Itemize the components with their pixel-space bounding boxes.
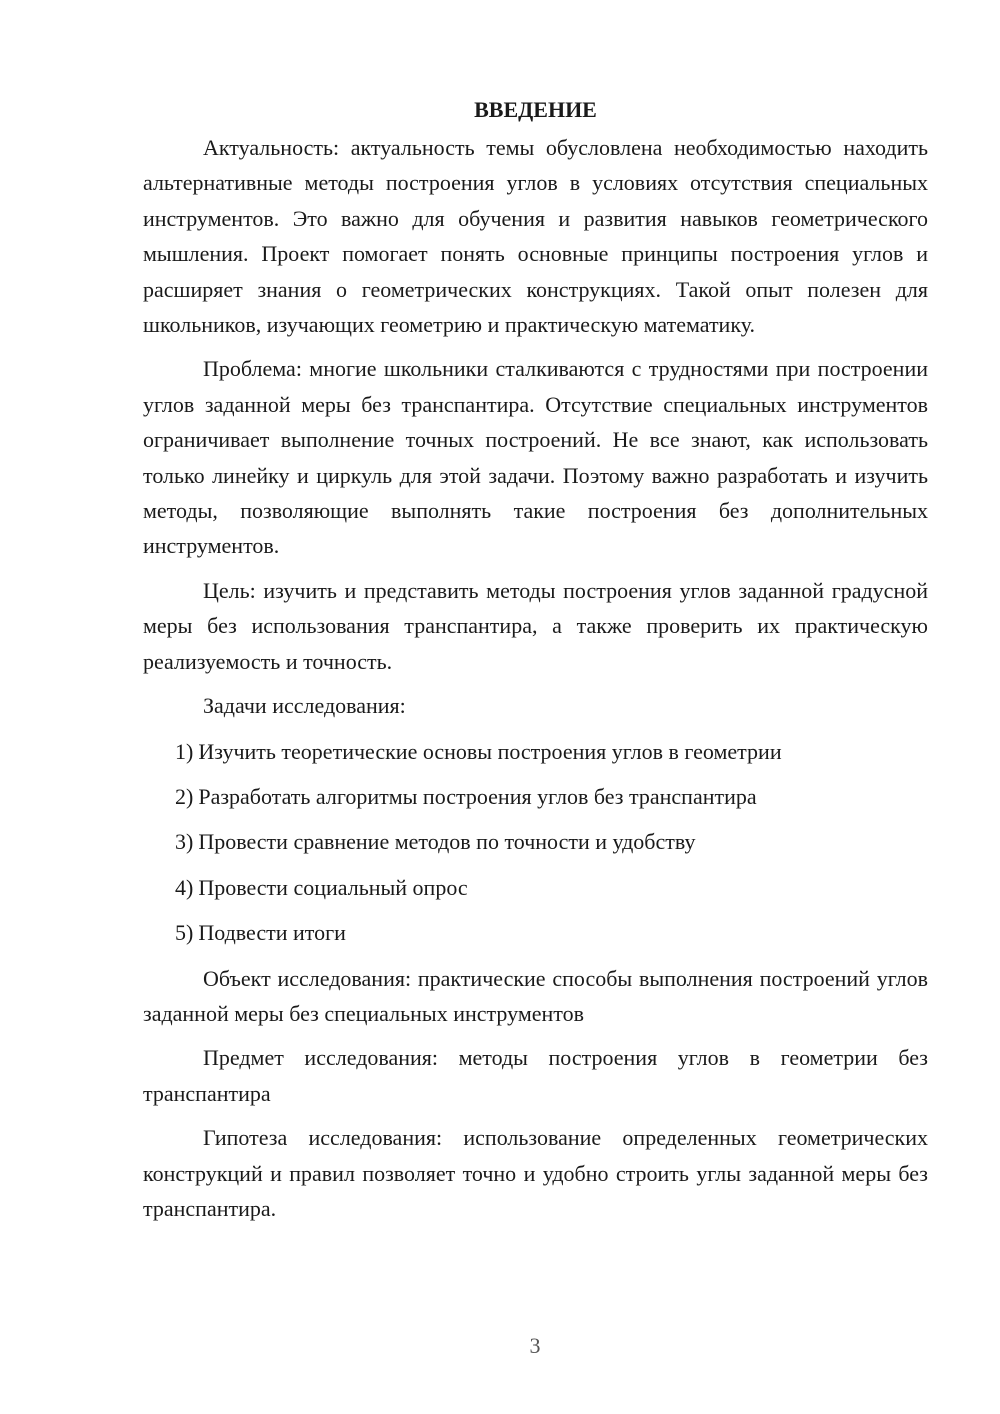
paragraph-object: Объект исследования: практические способы выполнения построений углов заданной меры без специальных инструментов [143,965,928,1026]
page-content [143,92,928,1235]
page-title: ВВЕДЕНИЕ [474,97,597,122]
list-item-text: Подвести итоги [198,920,346,946]
task-list [143,734,928,951]
list-item [143,734,928,769]
list-item [143,779,928,814]
list-item-number: 5) [175,920,194,946]
list-item-number: 2) [175,783,194,809]
paragraph-problem: Проблема: многие школьники сталкиваются с трудностями при построении углов заданной меры без транспантира. Отсутствие специальных инструментов ограничивает выполнение точных построений. Не все знают, как использовать только линейку и циркуль для этой задачи. Поэтому важно разработать и изучить методы, позволяющие выполнять такие построения без дополнительных инструментов. [143,356,928,559]
paragraph-hypothesis: Гипотеза исследования: использование определенных геометрических конструкций и правил позволяет точно и удобно строить углы заданной меры без транспантира. [143,1125,928,1221]
list-item-text: Провести социальный опрос [198,874,468,900]
list-item [143,915,928,950]
paragraph-subject: Предмет исследования: методы построения углов в геометрии без транспантира [143,1045,928,1106]
tasks-heading: Задачи исследования: [203,693,406,719]
list-item-text: Провести сравнение методов по точности и удобству [198,829,696,855]
list-item [143,870,928,905]
list-item [143,824,928,859]
list-item-text: Изучить теоретические основы построения углов в геометрии [198,738,782,764]
list-item-number: 1) [175,738,194,764]
paragraph-relevance: Актуальность: актуальность темы обусловлена необходимостью находить альтернативные методы построения углов в условиях отсутствия специальных инструментов. Это важно для обучения и развития навыков геометрического мышления. Проект помогает понять основные принципы построения углов и расширяет знания о геометрических конструкциях. Такой опыт полезен для школьников, изучающих геометрию и практическую математику. [143,135,928,338]
page-number: 3 [529,1333,541,1358]
list-item-number: 4) [175,874,194,900]
list-item-number: 3) [175,829,194,855]
paragraph-goal: Цель: изучить и представить методы построения углов заданной градусной меры без использования транспантира, а также проверить их практическую реализуемость и точность. [143,577,928,674]
list-item-text: Разработать алгоритмы построения углов без транспантира [198,783,757,809]
